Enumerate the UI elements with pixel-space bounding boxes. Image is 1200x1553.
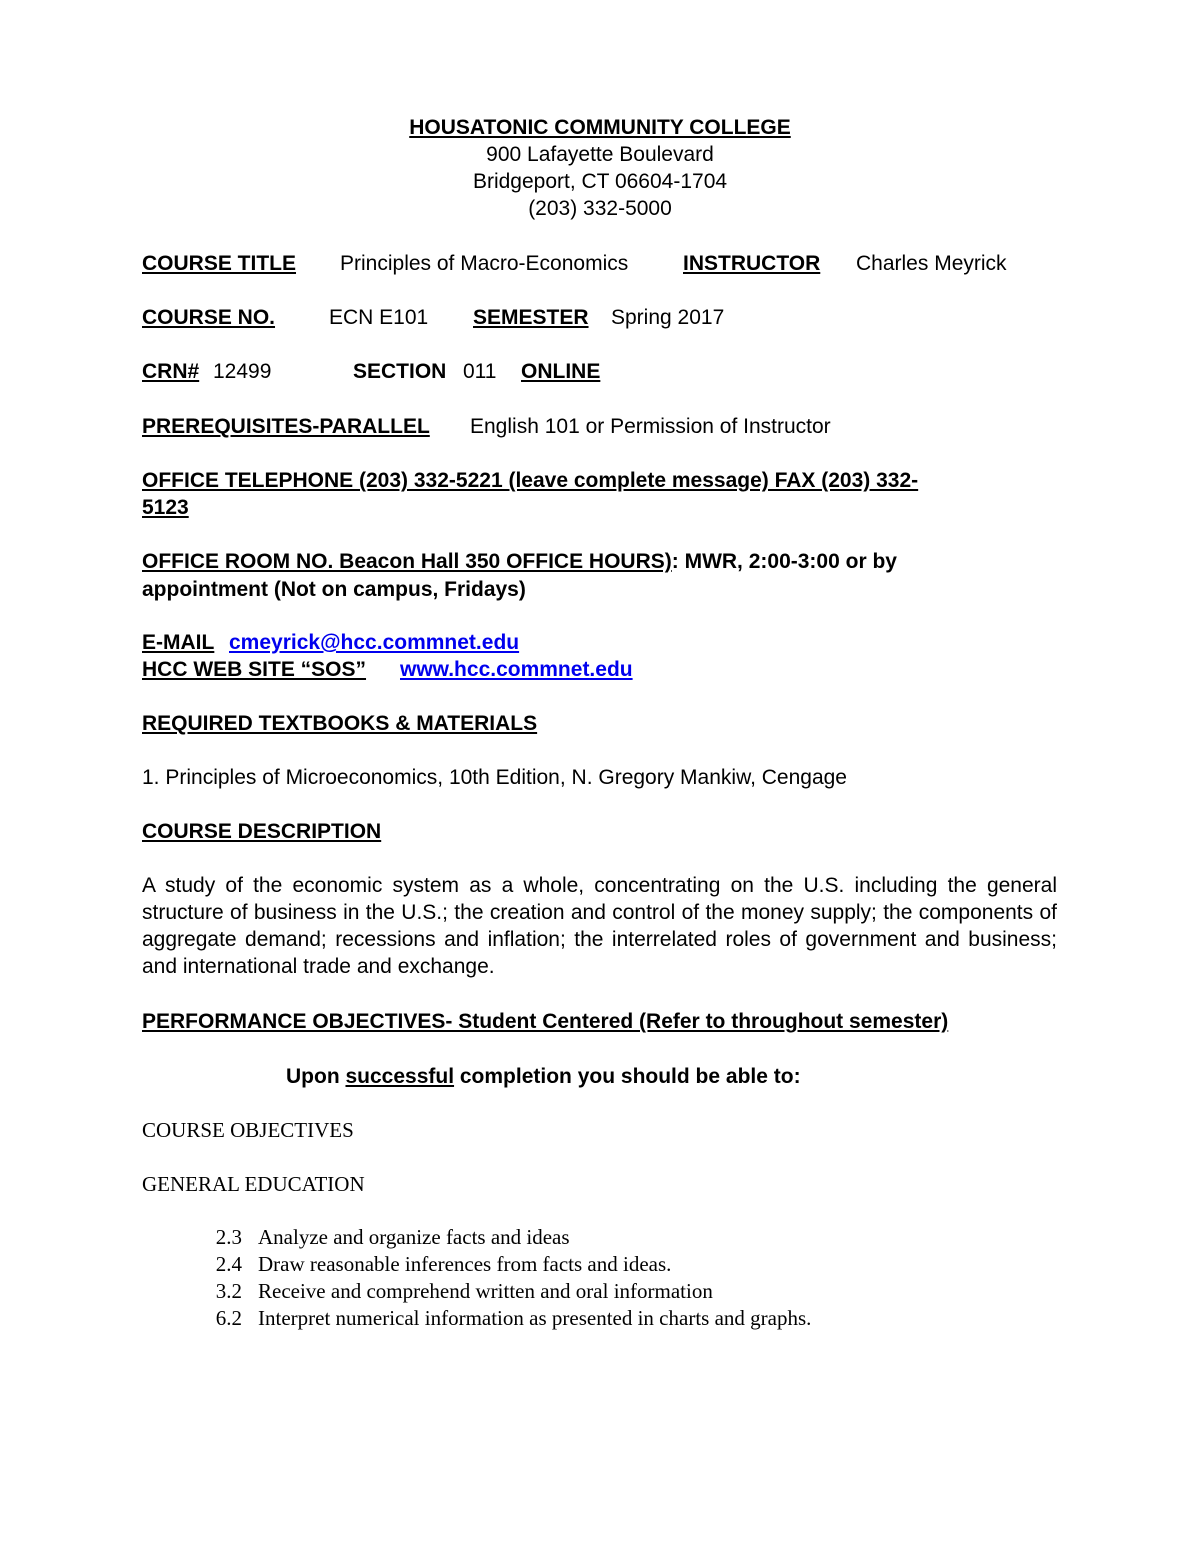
textbooks-heading: REQUIRED TEXTBOOKS & MATERIALS [142,712,538,735]
delivery-mode: ONLINE [521,360,601,383]
college-phone: (203) 332-5000 [528,197,672,220]
gened-item: 2.3 Analyze and organize facts and ideas [215,1225,570,1249]
email-label: E-MAIL [142,631,215,654]
semester-label: SEMESTER [473,306,589,329]
course-title-label: COURSE TITLE [142,252,297,275]
crn-value: 12499 [213,360,272,383]
gened-item: 6.2 Interpret numerical information as presented in charts and graphs. [215,1306,812,1330]
office-telephone-line1: OFFICE TELEPHONE (203) 332-5221 (leave complete message) FAX (203) 332- [142,469,919,492]
section-value: 011 [463,360,497,383]
general-education-heading: GENERAL EDUCATION [142,1172,365,1196]
college-address-line1: 900 Lafayette Boulevard [486,143,714,166]
office-hours-value: : MWR, 2:00-3:00 or by [671,550,897,573]
course-number-value: ECN E101 [329,306,429,329]
performance-objectives-heading: PERFORMANCE OBJECTIVES- Student Centered (Refer to throughout semester) [142,1010,949,1033]
gened-item: 2.4 Draw reasonable inferences from facts and ideas. [215,1252,672,1276]
course-objectives-heading: COURSE OBJECTIVES [142,1118,354,1142]
prerequisites-label: PREREQUISITES-PARALLEL [142,415,430,438]
college-address-line2: Bridgeport, CT 06604-1704 [472,170,728,193]
website-link[interactable]: www.hcc.commnet.edu [400,658,633,681]
course-title-value: Principles of Macro-Economics [340,252,629,275]
email-link[interactable]: cmeyrick@hcc.commnet.edu [229,631,520,654]
section-label: SECTION [353,360,447,383]
course-description-heading: COURSE DESCRIPTION [142,820,382,843]
prerequisites-value: English 101 or Permission of Instructor [470,415,831,438]
office-telephone-line2: 5123 [142,496,189,519]
textbook-item: 1. Principles of Microeconomics, 10th Edition, N. Gregory Mankiw, Cengage [142,766,847,789]
office-room-line2: appointment (Not on campus, Fridays) [142,578,526,601]
gened-item: 3.2 Receive and comprehend written and oral information [215,1279,713,1303]
crn-label: CRN# [142,360,200,383]
college-name: HOUSATONIC COMMUNITY COLLEGE [409,116,791,139]
objectives-lead: Upon successful completion you should be able to: [286,1065,801,1088]
semester-value: Spring 2017 [611,306,725,329]
successful-emphasis: successful [345,1065,455,1088]
website-label: HCC WEB SITE “SOS” [142,658,367,681]
office-room-line1 [142,548,897,575]
instructor-label: INSTRUCTOR [683,252,821,275]
course-description-text: A study of the economic system as a whole, concentrating on the U.S. including the general structure of business in the U.S.; the creation and control of the money supply; the components of aggregate demand; recessions and inflation; the interrelated roles of government and business; and international trade and exchange. [142,874,1057,978]
course-number-label: COURSE NO. [142,306,276,329]
instructor-value: Charles Meyrick [856,252,1007,275]
office-room-label: OFFICE ROOM NO. Beacon Hall 350 OFFICE HOURS) [142,550,672,573]
